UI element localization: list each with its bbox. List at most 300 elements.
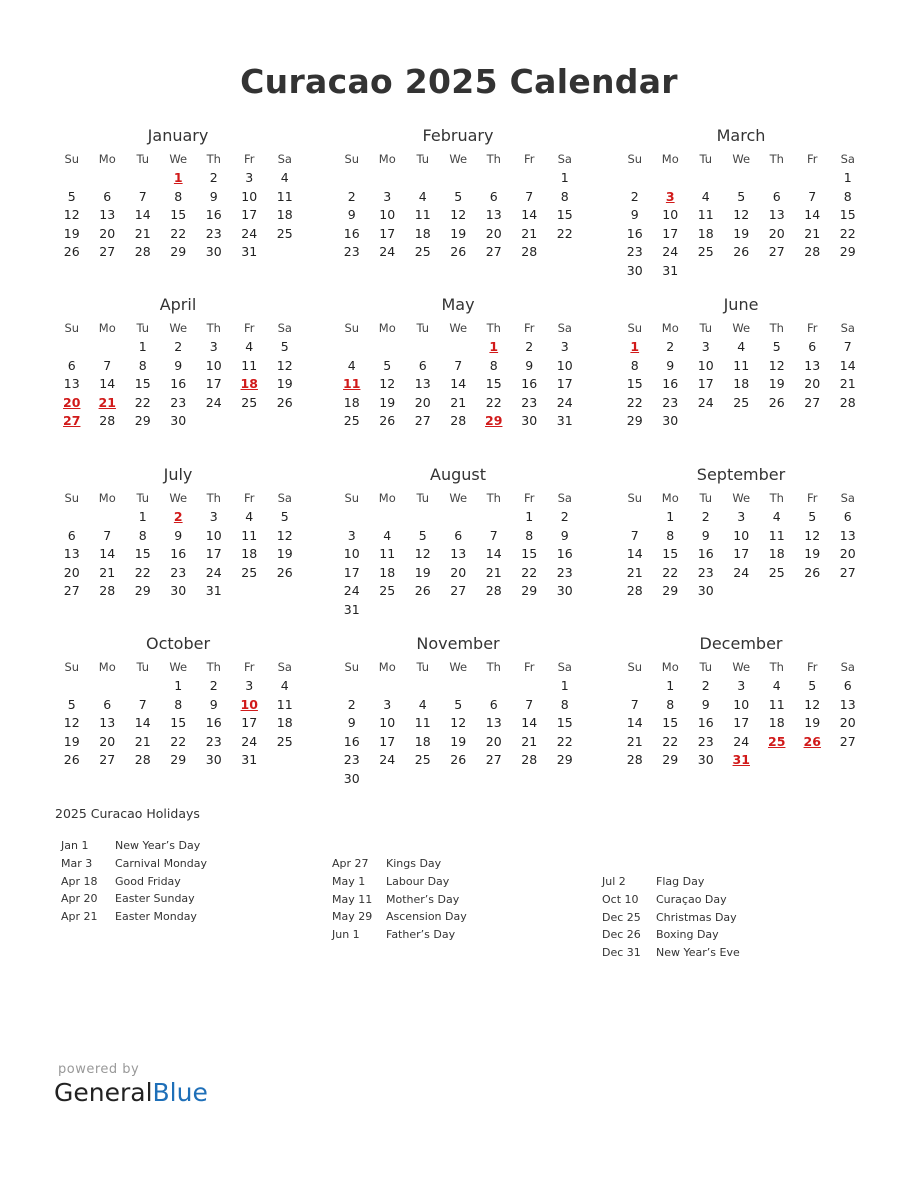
- day-cell: 25: [276, 733, 293, 749]
- day-cell: 7: [843, 339, 852, 354]
- day-cell: 4: [772, 678, 781, 693]
- day-cell: 9: [209, 188, 218, 204]
- day-cell: 22: [556, 733, 573, 749]
- day-cell: 16: [556, 546, 573, 561]
- day-cell: 9: [347, 715, 356, 730]
- day-cell: 31: [205, 583, 222, 598]
- day-cell: 7: [630, 696, 639, 712]
- day-cell: 25: [276, 225, 293, 241]
- day-cell: 1: [525, 509, 534, 524]
- day-cell: 20: [414, 394, 431, 410]
- day-cell: 4: [383, 527, 392, 543]
- day-cell: 2: [209, 678, 218, 693]
- day-cell: 2: [666, 339, 675, 354]
- day-cell: 11: [241, 527, 258, 543]
- day-cell: 19: [63, 733, 80, 749]
- day-cell: 17: [733, 715, 750, 730]
- day-cell: 13: [414, 376, 431, 391]
- day-cell: 7: [138, 188, 147, 204]
- day-cell: 5: [772, 339, 781, 354]
- holiday-row: [61, 855, 207, 873]
- empty-cell: [334, 677, 370, 696]
- weekday-header: Tu: [416, 152, 430, 166]
- empty-cell: [405, 677, 441, 696]
- empty-cell: [54, 169, 90, 188]
- day-cell: 24: [697, 394, 714, 410]
- day-cell: 8: [138, 527, 147, 543]
- day-cell: 17: [379, 225, 396, 241]
- day-cell: 9: [174, 527, 183, 543]
- day-cell: 9: [666, 357, 675, 373]
- day-cell: 3: [245, 678, 254, 693]
- weekday-header: Sa: [557, 152, 572, 166]
- day-cell: 4: [280, 170, 289, 185]
- day-cell: 29: [662, 583, 679, 598]
- day-cell: 15: [170, 207, 187, 222]
- day-cell: 14: [521, 207, 538, 222]
- weekday-header: Sa: [277, 152, 292, 166]
- holiday-row: [332, 908, 467, 926]
- day-cell: 22: [521, 564, 538, 580]
- weekday-header: Su: [344, 660, 360, 674]
- day-cell: 4: [245, 339, 254, 354]
- day-cell: 26: [276, 564, 293, 580]
- day-cell: 19: [276, 546, 293, 561]
- day-cell: 21: [626, 733, 643, 749]
- day-cell: 19: [63, 225, 80, 241]
- day-cell: 23: [343, 752, 360, 767]
- holiday-row: [61, 908, 207, 926]
- month-days-grid: [54, 146, 302, 262]
- holiday-name: New Year’s Eve: [656, 946, 740, 960]
- empty-cell: [405, 338, 441, 357]
- day-cell: 19: [414, 564, 431, 580]
- day-cell: 21: [521, 733, 538, 749]
- weekday-header: We: [449, 660, 468, 674]
- day-cell: 5: [280, 509, 289, 524]
- weekday-header: We: [732, 491, 751, 505]
- day-cell: 18: [768, 546, 785, 561]
- day-cell: 7: [525, 696, 534, 712]
- day-cell: 20: [768, 225, 785, 241]
- day-cell: 21: [450, 394, 467, 410]
- day-cell: 13: [839, 696, 856, 712]
- day-cell: 14: [485, 546, 502, 561]
- weekday-header: Tu: [699, 491, 713, 505]
- empty-cell: [334, 169, 370, 188]
- day-cell: 23: [697, 733, 714, 749]
- day-cell: 22: [662, 564, 679, 580]
- day-cell: 24: [379, 244, 396, 259]
- month-name: December: [699, 634, 783, 653]
- day-cell: 27: [768, 244, 785, 259]
- day-cell: 5: [808, 509, 817, 524]
- weekday-header: Tu: [136, 321, 150, 335]
- day-cell: 16: [170, 376, 187, 391]
- day-cell: 7: [454, 357, 463, 373]
- day-cell: 10: [205, 357, 222, 373]
- day-cell: 1: [560, 678, 569, 693]
- day-cell: 25: [733, 394, 750, 410]
- day-cell: 19: [276, 376, 293, 391]
- day-cell: 24: [205, 394, 222, 410]
- weekday-header: Tu: [416, 321, 430, 335]
- day-cell: 6: [489, 696, 498, 712]
- weekday-header: Fr: [523, 321, 535, 335]
- empty-cell: [476, 508, 512, 527]
- day-cell: 29: [134, 583, 151, 598]
- day-cell: 31: [556, 413, 573, 428]
- empty-cell: [617, 169, 653, 188]
- day-cell: 25: [768, 564, 785, 580]
- holiday-name: Kings Day: [386, 857, 442, 870]
- day-cell: 30: [626, 262, 643, 278]
- day-cell: 23: [205, 225, 222, 241]
- empty-cell: [476, 169, 512, 188]
- day-cell: 18: [697, 225, 714, 241]
- empty-cell: [90, 169, 126, 188]
- day-cell: 1: [666, 678, 675, 693]
- day-cell: 29: [839, 244, 856, 259]
- day-cell: 11: [414, 715, 431, 730]
- weekday-header: Fr: [243, 660, 255, 674]
- day-cell: 25: [414, 752, 431, 767]
- weekday-header: Mo: [378, 660, 396, 674]
- day-cell: 6: [103, 696, 112, 712]
- empty-cell: [54, 677, 90, 696]
- day-cell: 16: [343, 225, 360, 241]
- holiday-day: 26: [803, 733, 821, 749]
- day-cell: 25: [379, 583, 396, 598]
- weekday-header: We: [169, 491, 188, 505]
- day-cell: 20: [485, 225, 502, 241]
- day-cell: 28: [99, 413, 116, 428]
- day-cell: 6: [489, 188, 498, 204]
- empty-cell: [688, 169, 724, 188]
- day-cell: 18: [241, 546, 258, 561]
- day-cell: 26: [450, 244, 467, 259]
- holiday-day: 11: [343, 376, 361, 391]
- day-cell: 24: [343, 583, 360, 598]
- holiday-date: Dec 25: [602, 910, 641, 924]
- holiday-name: Labour Day: [386, 874, 450, 888]
- day-cell: 20: [99, 225, 116, 241]
- empty-cell: [441, 169, 477, 188]
- day-cell: 1: [138, 509, 147, 524]
- day-cell: 22: [170, 733, 187, 749]
- day-cell: 16: [626, 225, 643, 241]
- weekday-header: Su: [627, 491, 643, 505]
- day-cell: 11: [697, 207, 714, 222]
- day-cell: 24: [241, 733, 258, 749]
- day-cell: 22: [170, 225, 187, 241]
- holiday-name: New Year’s Day: [115, 839, 201, 852]
- weekday-header: Th: [769, 152, 784, 166]
- month-january: [54, 126, 302, 262]
- day-cell: 10: [556, 357, 573, 373]
- month-name: April: [159, 295, 197, 314]
- day-cell: 18: [379, 564, 396, 580]
- day-cell: 12: [450, 207, 467, 222]
- holiday-name: Father’s Day: [386, 928, 456, 942]
- day-cell: 17: [733, 546, 750, 561]
- day-cell: 24: [556, 394, 573, 410]
- day-cell: 7: [103, 527, 112, 543]
- weekday-header: Fr: [243, 152, 255, 166]
- weekday-header: Mo: [98, 321, 116, 335]
- day-cell: 12: [276, 527, 293, 543]
- day-cell: 24: [241, 225, 258, 241]
- holiday-day: 1: [489, 339, 499, 354]
- day-cell: 11: [768, 527, 785, 543]
- day-cell: 15: [521, 546, 538, 561]
- holiday-name: Ascension Day: [386, 910, 467, 924]
- generalblue-logo: [54, 1078, 208, 1107]
- day-cell: 3: [347, 527, 356, 543]
- day-cell: 2: [630, 188, 639, 204]
- weekday-header: Mo: [661, 491, 679, 505]
- day-cell: 21: [485, 564, 502, 580]
- day-cell: 10: [343, 546, 360, 561]
- day-cell: 10: [662, 207, 679, 222]
- weekday-header: Tu: [699, 660, 713, 674]
- day-cell: 30: [205, 752, 222, 767]
- month-name: January: [147, 126, 209, 145]
- day-cell: 20: [485, 733, 502, 749]
- day-cell: 15: [170, 715, 187, 730]
- day-cell: 23: [205, 733, 222, 749]
- day-cell: 8: [630, 357, 639, 373]
- weekday-header: Th: [206, 152, 221, 166]
- weekday-header: We: [449, 491, 468, 505]
- day-cell: 20: [804, 376, 821, 391]
- day-cell: 8: [174, 696, 183, 712]
- weekday-header: Fr: [243, 321, 255, 335]
- day-cell: 19: [804, 546, 821, 561]
- day-cell: 3: [737, 509, 746, 524]
- day-cell: 10: [697, 357, 714, 373]
- brand-blue: Blue: [152, 1078, 208, 1107]
- weekday-header: Fr: [243, 491, 255, 505]
- day-cell: 26: [414, 583, 431, 598]
- day-cell: 12: [276, 357, 293, 373]
- day-cell: 6: [843, 678, 852, 693]
- day-cell: 4: [280, 678, 289, 693]
- weekday-header: Th: [486, 321, 501, 335]
- holiday-name: Easter Monday: [115, 910, 197, 924]
- holiday-name: Carnival Monday: [115, 856, 208, 870]
- weekday-header: Th: [769, 491, 784, 505]
- month-name: June: [723, 295, 759, 314]
- month-days-grid: [54, 485, 302, 601]
- day-cell: 13: [768, 207, 785, 222]
- day-cell: 23: [662, 394, 679, 410]
- day-cell: 14: [99, 376, 116, 391]
- day-cell: 21: [134, 733, 151, 749]
- day-cell: 29: [170, 244, 187, 259]
- day-cell: 22: [626, 394, 643, 410]
- day-cell: 28: [521, 244, 538, 259]
- empty-cell: [90, 677, 126, 696]
- holiday-row: [602, 873, 740, 891]
- day-cell: 30: [205, 244, 222, 259]
- day-cell: 28: [99, 583, 116, 598]
- day-cell: 2: [701, 678, 710, 693]
- holiday-day: 1: [630, 339, 640, 354]
- weekday-header: Fr: [806, 660, 818, 674]
- holiday-date: Apr 20: [61, 892, 98, 906]
- weekday-header: Fr: [523, 152, 535, 166]
- weekday-header: Th: [769, 321, 784, 335]
- weekday-header: Fr: [806, 152, 818, 166]
- holiday-day: 27: [63, 413, 81, 428]
- day-cell: 4: [418, 188, 427, 204]
- weekday-header: Sa: [840, 321, 855, 335]
- day-cell: 7: [138, 696, 147, 712]
- empty-cell: [405, 169, 441, 188]
- month-april: [54, 295, 302, 431]
- weekday-header: Su: [627, 660, 643, 674]
- day-cell: 10: [379, 207, 396, 222]
- holiday-date: Jan 1: [61, 839, 89, 852]
- weekday-header: Mo: [98, 660, 116, 674]
- holidays-title: 2025 Curacao Holidays: [55, 806, 200, 821]
- day-cell: 23: [170, 394, 187, 410]
- weekday-header: Sa: [557, 491, 572, 505]
- day-cell: 6: [808, 339, 817, 354]
- day-cell: 17: [241, 207, 258, 222]
- day-cell: 18: [276, 715, 293, 730]
- day-cell: 12: [804, 696, 821, 712]
- day-cell: 13: [839, 527, 856, 543]
- weekday-header: Sa: [277, 491, 292, 505]
- day-cell: 14: [626, 546, 643, 561]
- day-cell: 3: [560, 339, 569, 354]
- day-cell: 6: [454, 527, 463, 543]
- weekday-header: Tu: [136, 491, 150, 505]
- weekday-header: Mo: [661, 321, 679, 335]
- day-cell: 26: [733, 244, 750, 259]
- day-cell: 27: [450, 583, 467, 598]
- empty-cell: [759, 169, 795, 188]
- weekday-header: We: [732, 321, 751, 335]
- day-cell: 28: [804, 244, 821, 259]
- day-cell: 21: [804, 225, 821, 241]
- day-cell: 23: [343, 244, 360, 259]
- weekday-header: Fr: [523, 491, 535, 505]
- month-november: [334, 634, 582, 788]
- day-cell: 8: [843, 188, 852, 204]
- day-cell: 6: [843, 509, 852, 524]
- day-cell: 7: [525, 188, 534, 204]
- day-cell: 25: [697, 244, 714, 259]
- day-cell: 4: [737, 339, 746, 354]
- day-cell: 19: [379, 394, 396, 410]
- holiday-date: May 11: [332, 892, 373, 906]
- day-cell: 9: [174, 357, 183, 373]
- day-cell: 23: [626, 244, 643, 259]
- day-cell: 14: [99, 546, 116, 561]
- day-cell: 13: [485, 207, 502, 222]
- day-cell: 28: [839, 394, 856, 410]
- day-cell: 8: [525, 527, 534, 543]
- day-cell: 27: [485, 752, 502, 767]
- month-days-grid: [334, 315, 582, 431]
- day-cell: 6: [418, 357, 427, 373]
- day-cell: 22: [134, 564, 151, 580]
- day-cell: 21: [626, 564, 643, 580]
- day-cell: 16: [205, 207, 222, 222]
- day-cell: 30: [521, 413, 538, 428]
- day-cell: 28: [521, 752, 538, 767]
- day-cell: 6: [103, 188, 112, 204]
- month-august: [334, 465, 582, 619]
- day-cell: 27: [99, 752, 116, 767]
- weekday-header: Th: [206, 491, 221, 505]
- day-cell: 31: [662, 262, 679, 278]
- day-cell: 10: [733, 527, 750, 543]
- day-cell: 13: [63, 376, 80, 391]
- day-cell: 8: [489, 357, 498, 373]
- weekday-header: We: [732, 152, 751, 166]
- day-cell: 21: [99, 564, 116, 580]
- day-cell: 17: [556, 376, 573, 391]
- day-cell: 23: [556, 564, 573, 580]
- day-cell: 23: [521, 394, 538, 410]
- month-name: March: [716, 126, 766, 145]
- empty-cell: [125, 677, 161, 696]
- empty-cell: [370, 338, 406, 357]
- day-cell: 26: [276, 394, 293, 410]
- month-june: [617, 295, 865, 431]
- day-cell: 13: [99, 207, 116, 222]
- month-days-grid: [54, 315, 302, 431]
- day-cell: 16: [343, 733, 360, 749]
- day-cell: 1: [174, 678, 183, 693]
- empty-cell: [441, 338, 477, 357]
- day-cell: 18: [414, 225, 431, 241]
- day-cell: 3: [737, 678, 746, 693]
- day-cell: 20: [63, 564, 80, 580]
- day-cell: 21: [839, 376, 856, 391]
- holiday-row: [602, 944, 740, 962]
- holiday-day: 20: [63, 394, 81, 410]
- weekday-header: We: [449, 321, 468, 335]
- day-cell: 1: [138, 339, 147, 354]
- day-cell: 15: [662, 546, 679, 561]
- holiday-row: [332, 926, 467, 944]
- day-cell: 10: [241, 188, 258, 204]
- weekday-header: Tu: [416, 660, 430, 674]
- empty-cell: [370, 677, 406, 696]
- weekday-header: Th: [206, 321, 221, 335]
- day-cell: 12: [414, 546, 431, 561]
- holiday-date: Mar 3: [61, 856, 93, 870]
- day-cell: 7: [630, 527, 639, 543]
- day-cell: 25: [414, 244, 431, 259]
- day-cell: 16: [205, 715, 222, 730]
- day-cell: 24: [205, 564, 222, 580]
- day-cell: 31: [343, 601, 360, 617]
- weekday-header: Mo: [378, 491, 396, 505]
- day-cell: 30: [697, 752, 714, 767]
- holiday-row: [61, 890, 207, 908]
- day-cell: 4: [701, 188, 710, 204]
- day-cell: 8: [138, 357, 147, 373]
- day-cell: 2: [701, 509, 710, 524]
- day-cell: 13: [485, 715, 502, 730]
- day-cell: 12: [768, 357, 785, 373]
